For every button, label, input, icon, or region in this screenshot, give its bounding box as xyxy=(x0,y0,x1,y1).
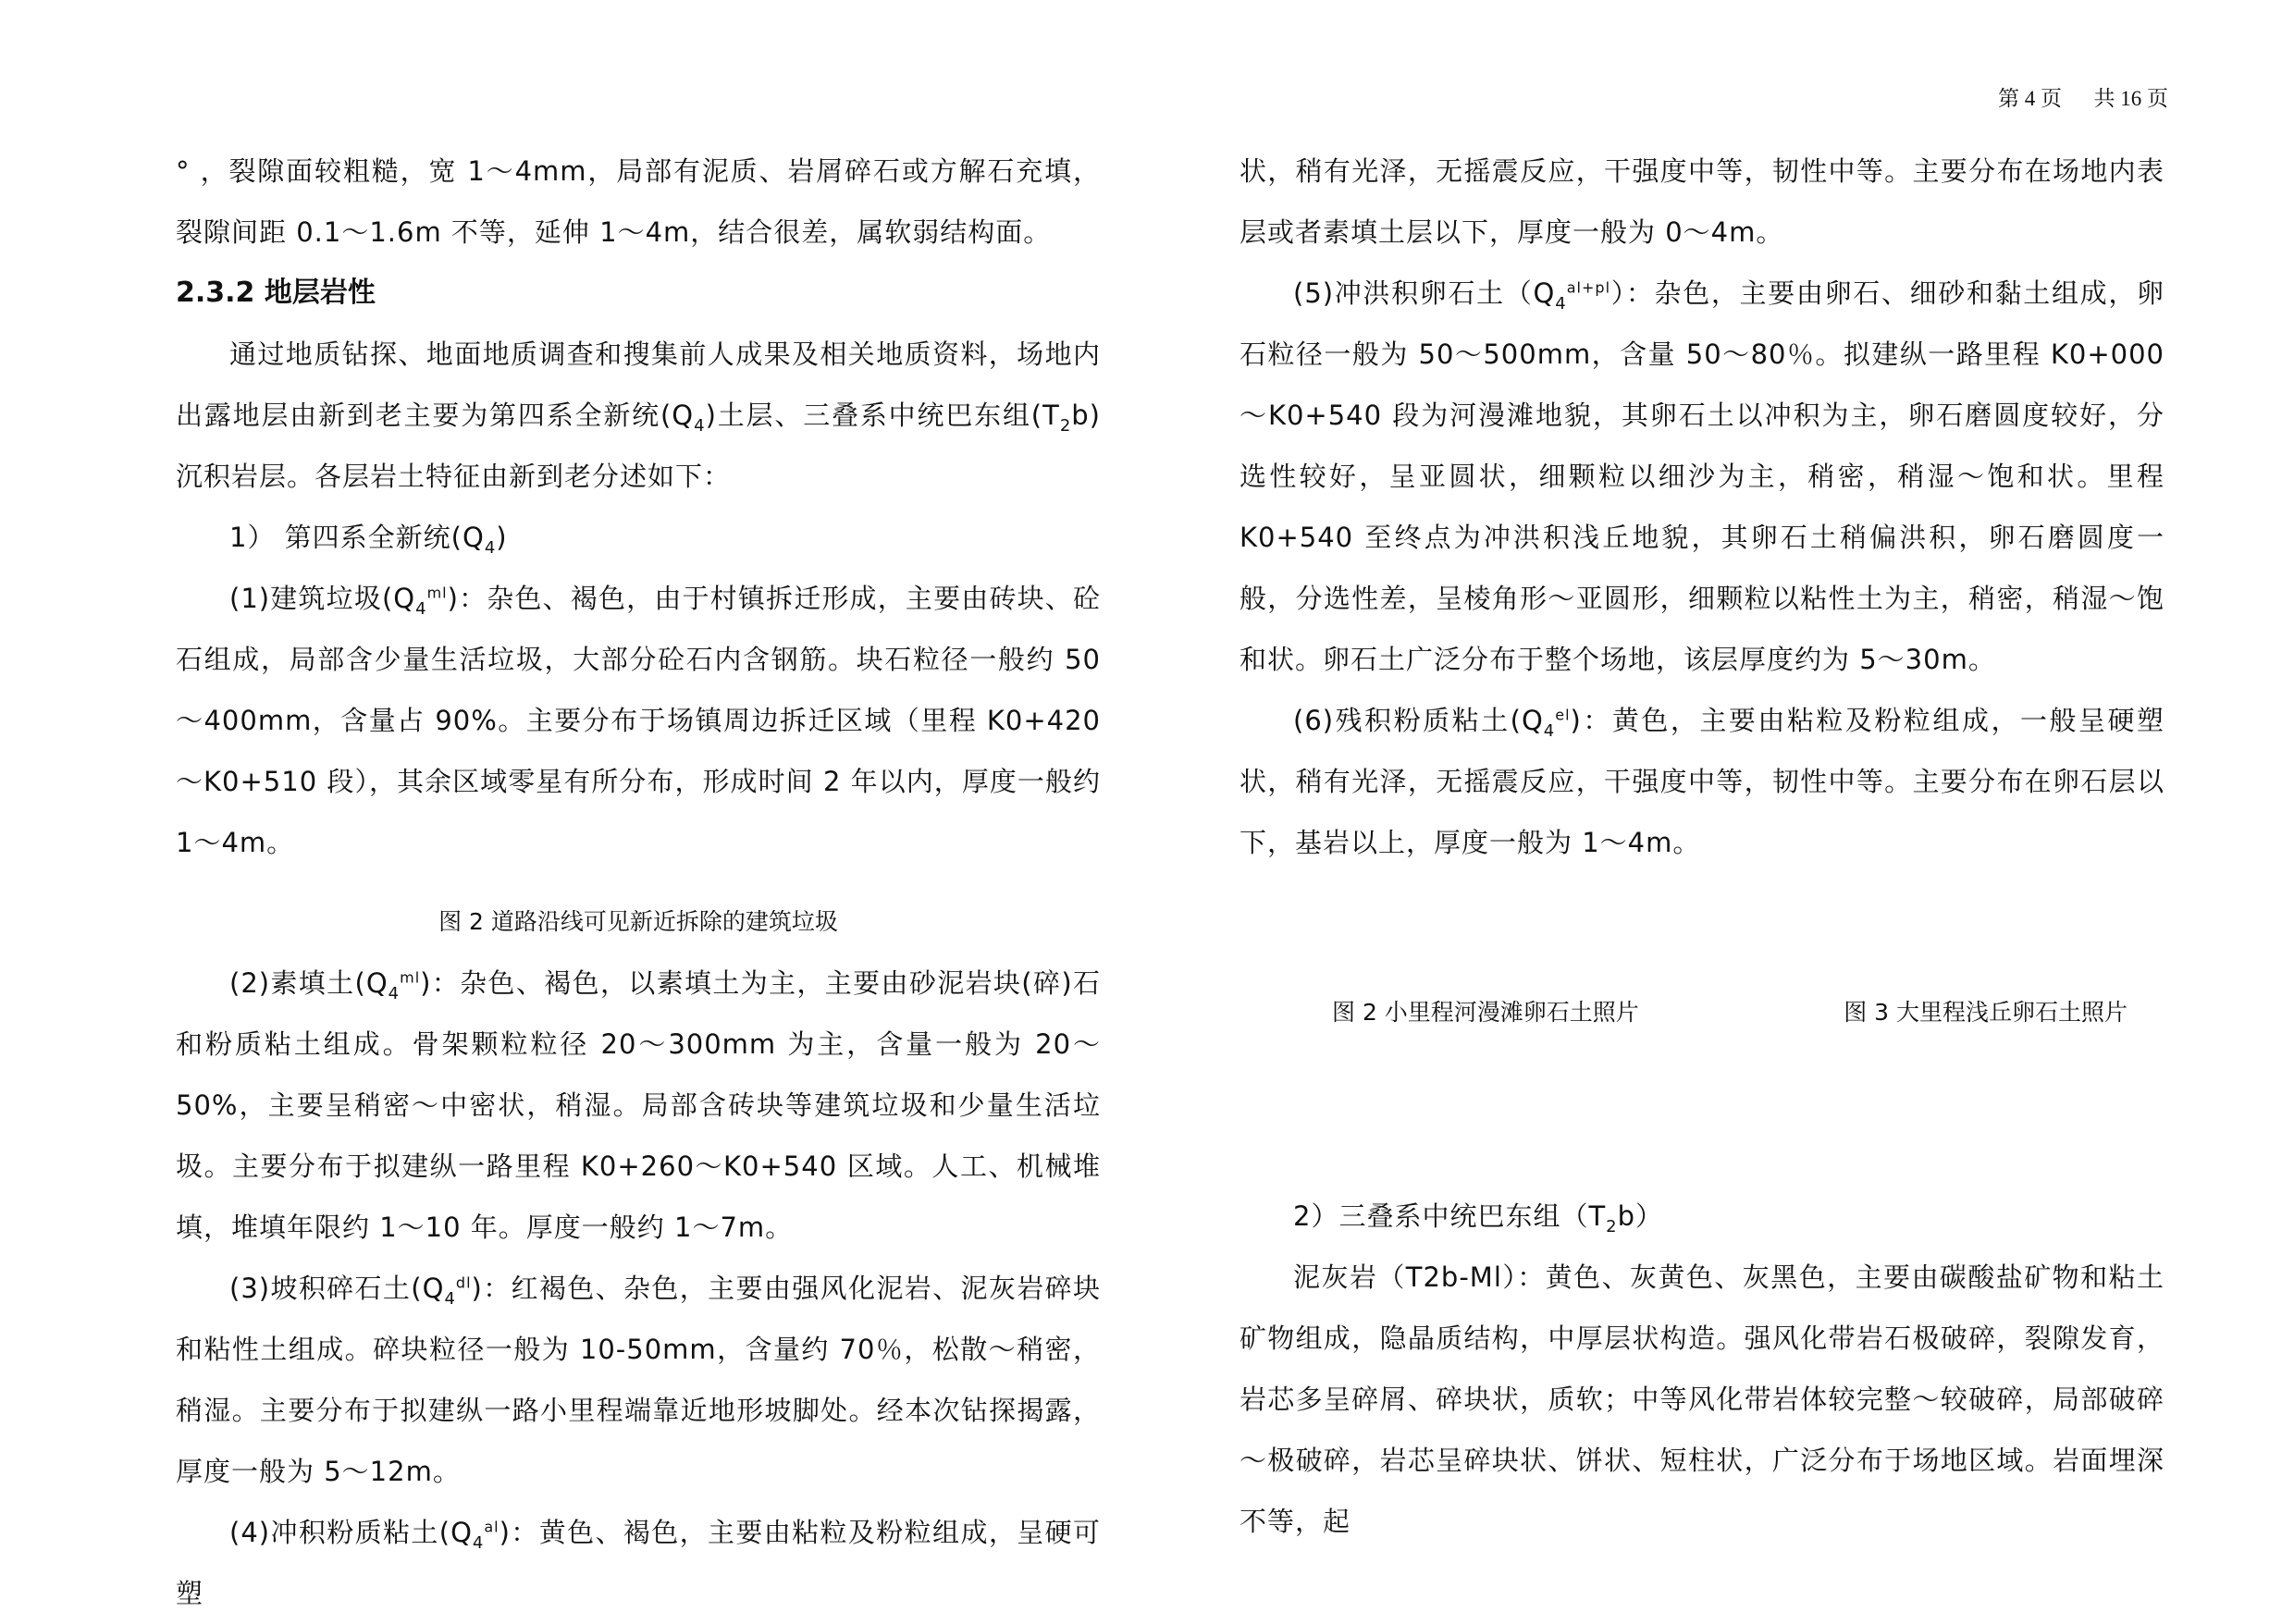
subscript: 4 xyxy=(694,415,706,436)
text-run: 通过地质钻探、地面地质调查和搜集前人成果及相关地质资料，场地内出露地层由新到老主要为第四系全新统(Q xyxy=(176,338,1101,431)
figure-caption-hills: 图 3 大里程浅丘卵石土照片 xyxy=(1844,999,2128,1026)
superscript: ml xyxy=(426,584,448,602)
text-run: (2)素填土(Q xyxy=(229,967,388,999)
page-number: 第 4 页 共 16 页 xyxy=(1998,87,2168,110)
right-column xyxy=(1240,141,2164,1552)
list-item-triassic xyxy=(1240,1186,2164,1247)
left-column xyxy=(176,141,1101,1624)
text-run: (1)建筑垃圾(Q xyxy=(229,583,416,614)
text-run: 2）三叠系中统巴东组（T xyxy=(1293,1200,1607,1232)
text-run: )：红褐色、杂色，主要由强风化泥岩、泥灰岩碎块和粘性土组成。碎块粒径一般为 10-50mm，含量约 70％，松散～稍密，稍湿。主要分布于拟建纵一路小里程端靠近地形坡脚处。经本次钻探揭露，厚度一般为 5～12m。 xyxy=(176,1273,1101,1487)
text-run: (6)残积粉质粘土(Q xyxy=(1293,705,1544,736)
paragraph-plain-fill xyxy=(176,953,1101,1258)
text-run: b） xyxy=(1617,1200,1664,1232)
text-run: )：杂色、褐色，以素填土为主，主要由砂泥岩块(碎)石和粉质粘土组成。骨架颗粒粒径 20～300mm 为主，含量一般为 20～50%，主要呈稍密～中密状，稍湿。局部含砖块等建筑垃圾和少量生活垃圾。主要分布于拟建纵一路里程 K0+260～K0+540 区域。人工、机械堆填，堆填年限约 1～10 年。厚度一般约 1～7m。 xyxy=(176,967,1101,1243)
figure-caption-waste: 图 2 道路沿线可见新近拆除的建筑垃圾 xyxy=(438,908,838,935)
text-run: )：黄色、褐色，主要由粘粒及粉粒组成，呈硬可塑 xyxy=(176,1517,1101,1609)
paragraph-pebble-soil xyxy=(1240,263,2164,690)
subscript: 2 xyxy=(1606,1216,1618,1236)
superscript: ml xyxy=(400,968,421,987)
subscript: 4 xyxy=(415,598,427,619)
text-run: b)沉积岩层。各层岩土特征由新到老分述如下： xyxy=(176,400,1101,492)
text-run: )：黄色，主要由粘粒及粉粒组成，一般呈硬塑状，稍有光泽，无摇震反应，干强度中等，韧性中等。主要分布在卵石层以下，基岩以上，厚度一般为 1～4m。 xyxy=(1240,705,2164,858)
text-run: )土层、三叠系中统巴东组(T xyxy=(705,400,1060,431)
paragraph-alluvial-clay xyxy=(176,1502,1101,1624)
subscript: 2 xyxy=(1059,415,1072,436)
text-run: (5)冲洪积卵石土（Q xyxy=(1293,277,1556,309)
paragraph-stratigraphy-intro xyxy=(176,324,1101,507)
superscript: dl xyxy=(455,1273,472,1292)
paragraph-construction-waste xyxy=(176,568,1101,873)
figure-captions-row xyxy=(1240,982,2164,1043)
paragraph-residual-clay xyxy=(1240,690,2164,873)
figure-caption-floodplain: 图 2 小里程河漫滩卵石土照片 xyxy=(1332,999,1639,1026)
subscript: 4 xyxy=(388,983,401,1003)
paragraph-marl: 泥灰岩（T2b-Ml）：黄色、灰黄色、灰黑色，主要由碳酸盐矿物和粘土矿物组成，隐晶质结构，中厚层状构造。强风化带岩石极破碎，裂隙发育，岩芯多呈碎屑、碎块状，质软；中等风化带岩体较完整～较破碎，局部破碎～极破碎，岩芯呈碎块状、饼状、短柱状，广泛分布于场地区域。岩面埋深不等，起 xyxy=(1240,1261,2164,1537)
paragraph-slope-gravel xyxy=(176,1258,1101,1502)
text-run: ) xyxy=(496,522,508,553)
subscript: 4 xyxy=(1555,293,1567,314)
list-item-quaternary xyxy=(176,507,1101,568)
paragraph-clay-continued: 状，稍有光泽，无摇震反应，干强度中等，韧性中等。主要分布在场地内表层或者素填土层以下，厚度一般为 0～4m。 xyxy=(1240,155,2164,248)
text-run: ）：杂色，主要由卵石、细砂和黏土组成，卵石粒径一般为 50～500mm，含量 50～80％。拟建纵一路里程 K0+000～K0+540 段为河漫滩地貌，其卵石土以冲积为主，卵石磨圆度较好，分选性较好，呈亚圆状，细颗粒以细沙为主，稍密，稍湿～饱和状。里程 K0+540 至终点为冲洪积浅丘地貌，其卵石土稍偏洪积，卵石磨圆度一般，分选性差，呈棱角形～亚圆形，细颗粒以粘性土为主，稍密，稍湿～饱和状。卵石土广泛分布于整个场地，该层厚度约为 5～30m。 xyxy=(1240,277,2164,675)
subscript: 4 xyxy=(444,1288,456,1309)
superscript: al xyxy=(484,1518,500,1536)
text-run: (3)坡积碎石土(Q xyxy=(229,1273,445,1304)
text-run: (4)冲积粉质粘土(Q xyxy=(229,1517,473,1548)
superscript: al+pl xyxy=(1566,278,1611,297)
subscript: 4 xyxy=(472,1532,485,1553)
subscript: 4 xyxy=(1543,720,1556,741)
text-run: 1） 第四系全新统(Q xyxy=(229,522,485,553)
superscript: el xyxy=(1555,706,1571,724)
text-run: )：杂色、褐色，由于村镇拆迁形成，主要由砖块、砼石组成，局部含少量生活垃圾，大部分砼石内含钢筋。块石粒径一般约 50～400mm，含量占 90%。主要分布于场镇周边拆迁区域（里程 K0+420～K0+510 段），其余区域零星有所分布，形成时间 2 年以内，厚度一般约 1～4m。 xyxy=(176,583,1101,858)
subscript: 4 xyxy=(484,537,497,558)
section-heading: 2.3.2 地层岩性 xyxy=(176,277,376,309)
paragraph-joint-description: ° ，裂隙面较粗糙，宽 1～4mm，局部有泥质、岩屑碎石或方解石充填，裂隙间距 0.1～1.6m 不等，延伸 1～4m，结合很差，属软弱结构面。 xyxy=(176,155,1101,248)
